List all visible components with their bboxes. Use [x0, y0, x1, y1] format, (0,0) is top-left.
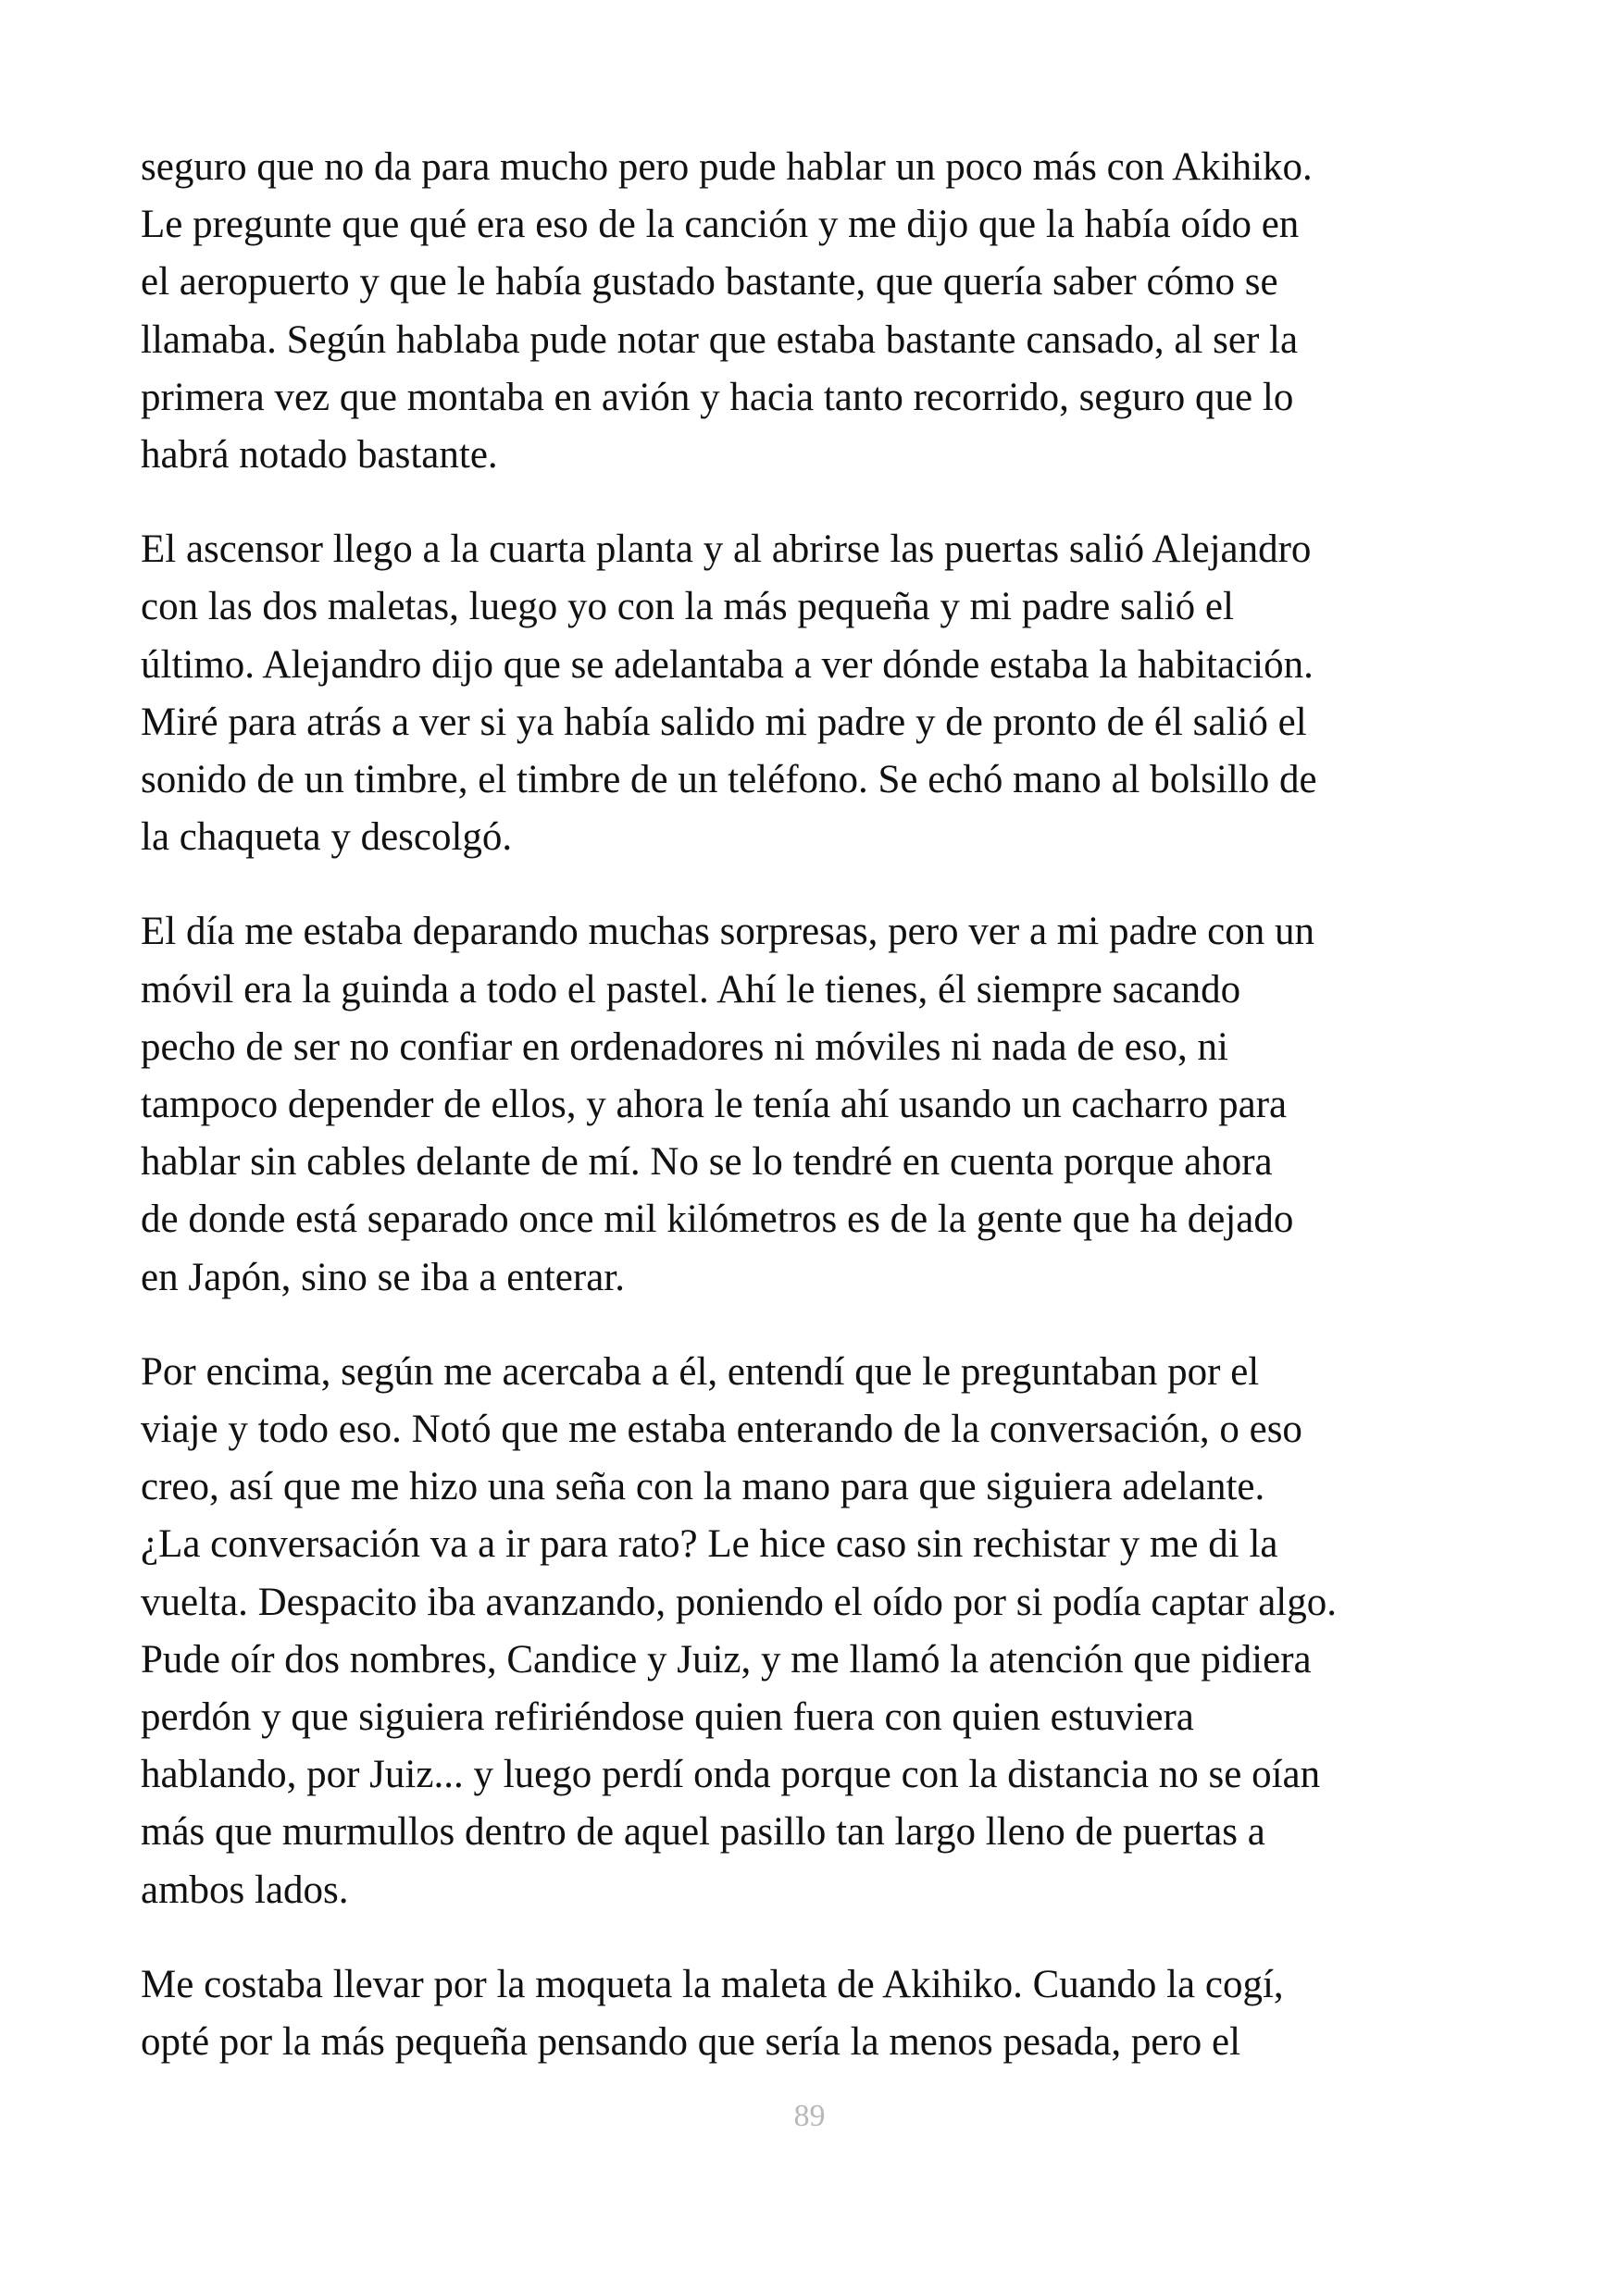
- text-line: Le pregunte que qué era eso de la canción y me dijo que la había oído en: [141, 203, 1300, 247]
- text-line: primera vez que montaba en avión y hacia tanto recorrido, seguro que lo: [141, 375, 1294, 419]
- text-line: de donde está separado once mil kilómetros es de la gente que ha dejado: [141, 1198, 1294, 1242]
- text-line: ambos lados.: [141, 1868, 349, 1912]
- text-line: Miré para atrás a ver si ya había salido mi padre y de pronto de él salió el: [141, 700, 1307, 744]
- paragraph: [141, 139, 1501, 484]
- text-line: El ascensor llego a la cuarta planta y al abrirse las puertas salió Alejandro: [141, 527, 1312, 572]
- text-line: con las dos maletas, luego yo con la más pequeña y mi padre salió el: [141, 585, 1234, 629]
- text-line: la chaqueta y descolgó.: [141, 815, 513, 860]
- paragraph: [141, 1956, 1501, 2071]
- text-line: perdón y que siguiera refiriéndose quien fuera con quien estuviera: [141, 1695, 1194, 1740]
- paragraph: [141, 903, 1501, 1306]
- text-line: hablar sin cables delante de mí. No se lo tendré en cuenta porque ahora: [141, 1140, 1273, 1185]
- text-line: Pude oír dos nombres, Candice y Juiz, y me llamó la atención que pidiera: [141, 1637, 1312, 1682]
- text-line: tampoco depender de ellos, y ahora le tenía ahí usando un cacharro para: [141, 1083, 1288, 1127]
- text-line: hablando, por Juiz... y luego perdí onda porque con la distancia no se oían: [141, 1753, 1321, 1797]
- text-line: opté por la más pequeña pensando que sería la menos pesada, pero el: [141, 2020, 1241, 2065]
- text-line: ¿La conversación va a ir para rato? Le hice caso sin rechistar y me di la: [141, 1522, 1278, 1567]
- text-line: viaje y todo eso. Notó que me estaba enterando de la conversación, o eso: [141, 1408, 1302, 1452]
- paragraph: [141, 521, 1501, 866]
- text-line: móvil era la guinda a todo el pastel. Ahí le tienes, él siempre sacando: [141, 967, 1241, 1011]
- text-line: vuelta. Despacito iba avanzando, poniendo el oído por si podía captar algo.: [141, 1580, 1337, 1624]
- text-line: seguro que no da para mucho pero pude hablar un poco más con Akihiko.: [141, 145, 1313, 189]
- text-line: Me costaba llevar por la moqueta la maleta de Akihiko. Cuando la cogí,: [141, 1962, 1284, 2006]
- text-line: más que murmullos dentro de aquel pasillo tan largo lleno de puertas a: [141, 1810, 1265, 1855]
- page-body-text: [141, 139, 1501, 2108]
- paragraph: [141, 1344, 1501, 1919]
- text-line: llamaba. Según hablaba pude notar que estaba bastante cansado, al ser la: [141, 317, 1299, 362]
- text-line: en Japón, sino se iba a enterar.: [141, 1255, 625, 1299]
- text-line: creo, así que me hizo una seña con la mano para que siguiera adelante.: [141, 1465, 1265, 1509]
- text-line: sonido de un timbre, el timbre de un teléfono. Se echó mano al bolsillo de: [141, 758, 1317, 802]
- text-line: el aeropuerto y que le había gustado bastante, que quería saber cómo se: [141, 260, 1278, 304]
- text-line: pecho de ser no confiar en ordenadores ni móviles ni nada de eso, ni: [141, 1024, 1228, 1069]
- page-number: 89: [793, 2099, 826, 2133]
- text-line: último. Alejandro dijo que se adelantaba a ver dónde estaba la habitación.: [141, 642, 1314, 687]
- text-line: Por encima, según me acercaba a él, entendí que le preguntaban por el: [141, 1349, 1260, 1394]
- text-line: El día me estaba deparando muchas sorpresas, pero ver a mi padre con un: [141, 910, 1315, 954]
- text-line: habrá notado bastante.: [141, 433, 498, 478]
